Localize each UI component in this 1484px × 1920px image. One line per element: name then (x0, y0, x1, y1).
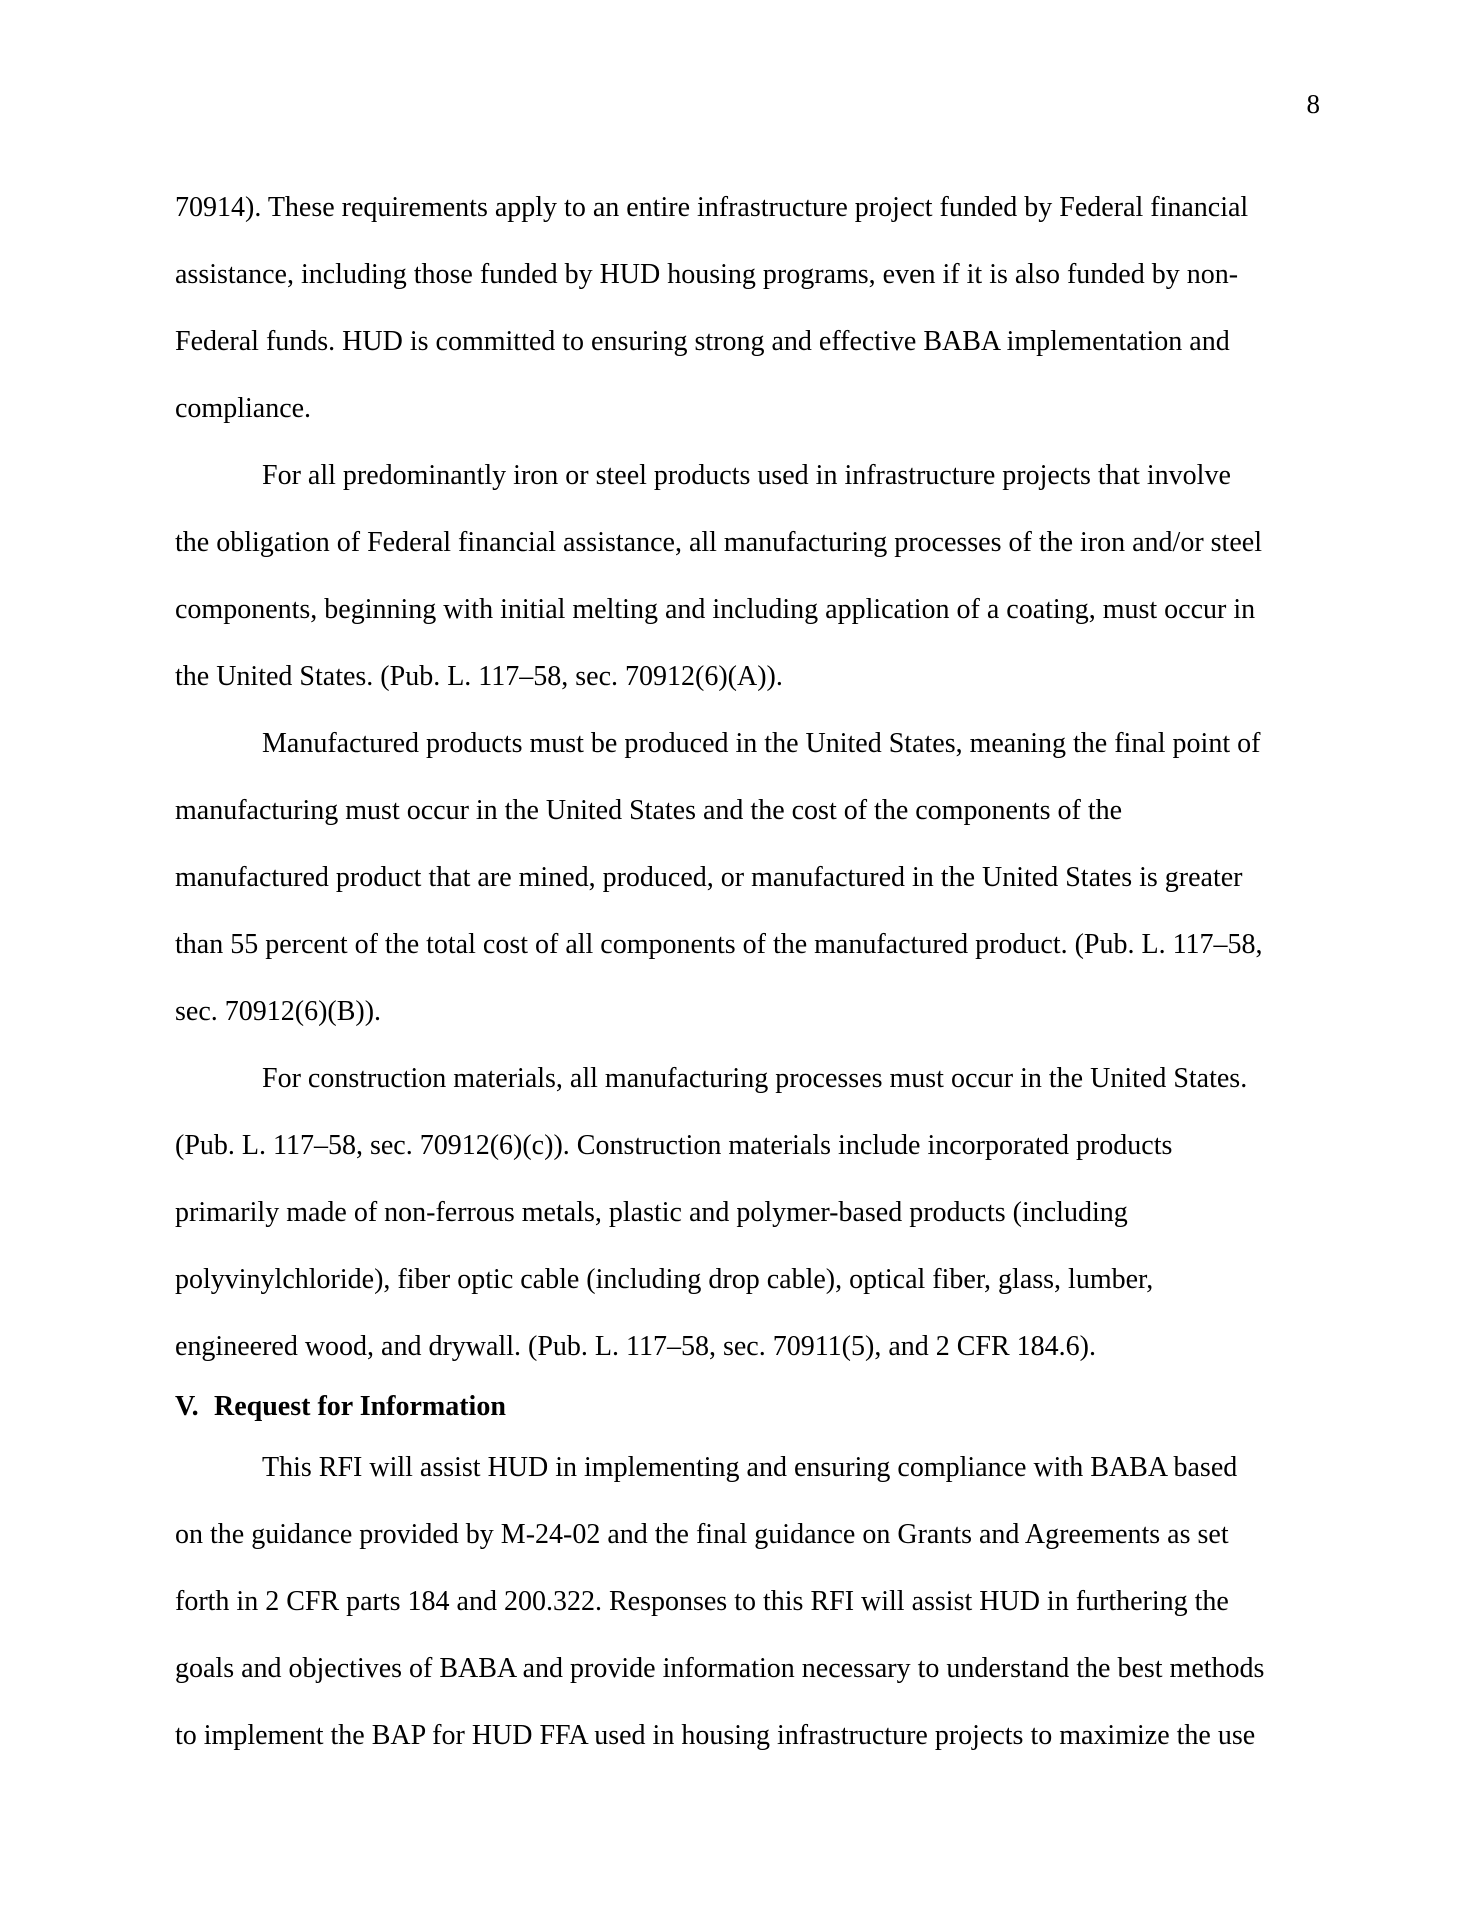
text-line: forth in 2 CFR parts 184 and 200.322. Responses to this RFI will assist HUD in furthering the (175, 1586, 1229, 1617)
text-line: assistance, including those funded by HUD housing programs, even if it is also funded by non- (175, 259, 1239, 290)
text-line: 70914). These requirements apply to an entire infrastructure project funded by Federal financial (175, 192, 1249, 223)
text-line: For all predominantly iron or steel products used in infrastructure projects that involve (262, 460, 1231, 491)
text-line: to implement the BAP for HUD FFA used in housing infrastructure projects to maximize the use (175, 1720, 1256, 1751)
text-line: on the guidance provided by M-24-02 and the final guidance on Grants and Agreements as set (175, 1519, 1229, 1550)
text-line: Federal funds. HUD is committed to ensuring strong and effective BABA implementation and (175, 326, 1230, 357)
text-line: Manufactured products must be produced in the United States, meaning the final point of (262, 728, 1261, 759)
text-line: engineered wood, and drywall. (Pub. L. 117–58, sec. 70911(5), and 2 CFR 184.6). (175, 1331, 1096, 1362)
paragraph-construction-materials (175, 1045, 1315, 1380)
paragraph-manufactured-products (175, 710, 1315, 1045)
text-line: goals and objectives of BABA and provide information necessary to understand the best methods (175, 1653, 1265, 1684)
text-line: manufactured product that are mined, produced, or manufactured in the United States is greater (175, 862, 1243, 893)
section-number: V. (175, 1391, 199, 1422)
text-line: (Pub. L. 117–58, sec. 70912(6)(c)). Construction materials include incorporated products (175, 1130, 1173, 1161)
text-line: components, beginning with initial melting and including application of a coating, must occur in (175, 594, 1256, 625)
text-line: manufacturing must occur in the United States and the cost of the components of the (175, 795, 1123, 826)
body-text (175, 174, 1315, 1769)
section-title: Request for Information (214, 1391, 506, 1422)
text-line: the obligation of Federal financial assistance, all manufacturing processes of the iron and/or steel (175, 527, 1262, 558)
paragraph-continued (175, 174, 1315, 442)
paragraph-iron-steel (175, 442, 1315, 710)
text-line: This RFI will assist HUD in implementing and ensuring compliance with BABA based (262, 1452, 1238, 1483)
text-line: For construction materials, all manufacturing processes must occur in the United States. (262, 1063, 1248, 1094)
text-line: compliance. (175, 393, 312, 424)
text-line: the United States. (Pub. L. 117–58, sec. 70912(6)(A)). (175, 661, 783, 692)
page-number: 8 (1306, 89, 1320, 119)
text-line: than 55 percent of the total cost of all components of the manufactured product. (Pub. L. 117–58, (175, 929, 1263, 960)
paragraph-rfi (175, 1434, 1315, 1769)
section-heading (175, 1380, 1315, 1434)
text-line: primarily made of non-ferrous metals, plastic and polymer-based products (including (175, 1197, 1128, 1228)
text-line: sec. 70912(6)(B)). (175, 996, 382, 1027)
text-line: polyvinylchloride), fiber optic cable (including drop cable), optical fiber, glass, lumber, (175, 1264, 1154, 1295)
